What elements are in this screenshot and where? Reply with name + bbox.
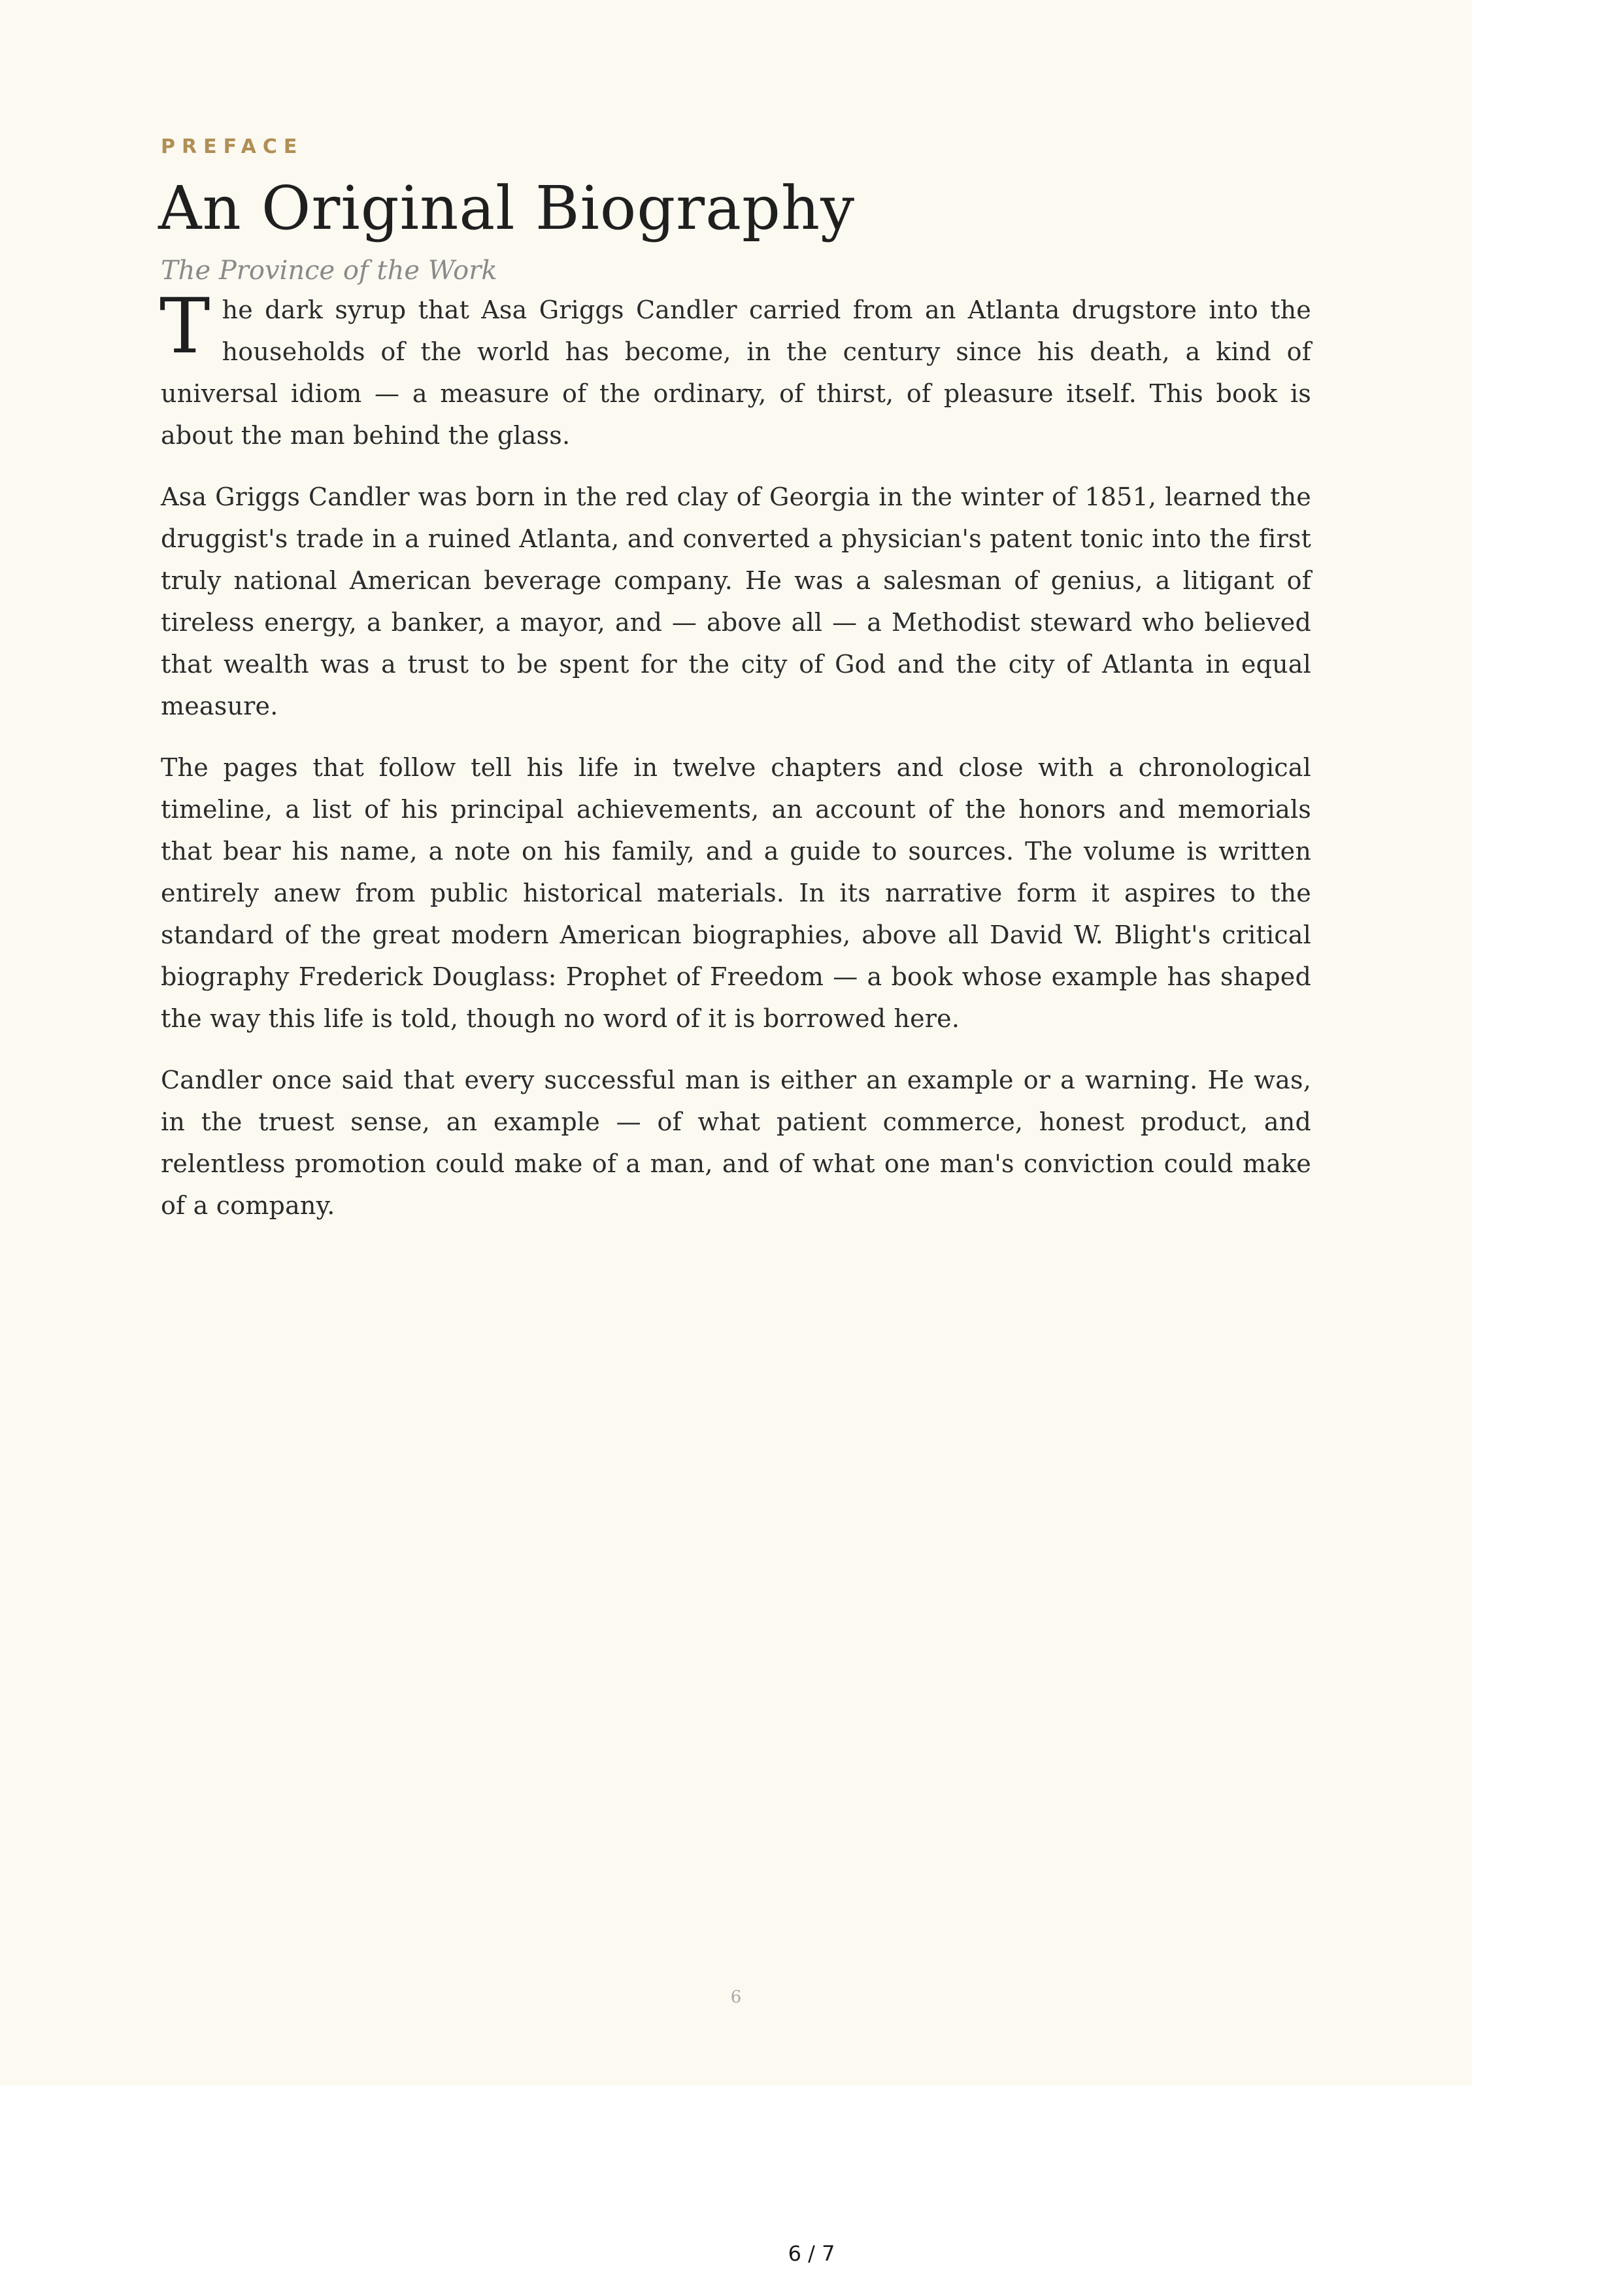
paragraph [159,282,1311,456]
paragraph: The pages that follow tell his life in twelve chapters and close with a chronological timeline, a list of his principal achievements, an account of the honors and memorials that bear his name, a note on his family, and a guide to sources. The volume is written entirely anew from public historical materials. In its narrative form it aspires to the standard of the great modern American biographies, above all David W. Blight's critical biography Frederick Douglass: Prophet of Freedom — a book whose example has shaped the way this life is told, though no word of it is borrowed here. [161,753,1311,1033]
body-text [159,282,1311,1226]
page-content [158,135,1311,1246]
paragraph-text: he dark syrup that Asa Griggs Candler carried from an Atlanta drugstore into the households of the world has become, in the century since his death, a kind of universal idiom — a measure of the ordinary, of thirst, of pleasure itself. This book is about the man behind the glass. [161,295,1311,450]
page-subtitle: The Province of the Work [161,256,497,286]
page-title: An Original Biography [158,173,856,243]
paragraph: Candler once said that every successful man is either an example or a warning. He was, in the truest sense, an example — of what patient commerce, honest product, and relentless promotion could make of a man, and of what one man's conviction could make of a company. [161,1066,1311,1220]
page-indicator: 6 / 7 [788,2241,835,2266]
section-eyebrow: PREFACE [161,135,304,158]
page-number: 6 [730,1987,742,2007]
paragraph: Asa Griggs Candler was born in the red clay of Georgia in the winter of 1851, learned the druggist's trade in a ruined Atlanta, and converted a physician's patent tonic into the first truly national American beverage company. He was a salesman of genius, a litigant of tireless energy, a banker, a mayor, and — above all — a Methodist steward who believed that wealth was a trust to be spent for the city of God and the city of Atlanta in equal measure. [161,482,1311,720]
drop-cap: T [159,282,210,371]
